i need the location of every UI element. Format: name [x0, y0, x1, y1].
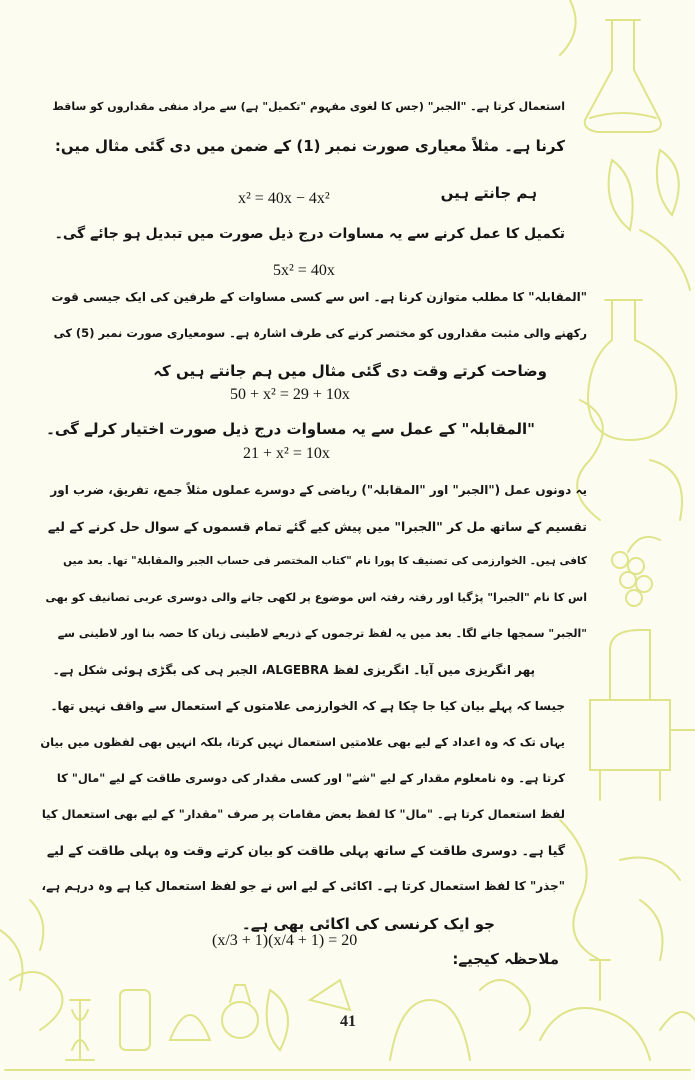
text-line: کرنا ہے۔ مثلاً معیاری صورت نمبر (1) کے ضمن میں دی گئی مثال میں: [54, 137, 565, 155]
text-line: ہم جانتے ہیں [440, 184, 537, 202]
text-line: "المقابلہ" کا مطلب متوازن کرنا ہے۔ اس سے کسی مساوات کے طرفین کی ایک جیسی قوت [51, 290, 587, 304]
flask-illustration-top [585, 20, 661, 132]
equation: 5x² = 40x [273, 262, 335, 279]
text-line: یہاں تک کہ وہ اعداد کے لیے بھی علامتیں استعمال نہیں کرتا، بلکہ انہیں بھی لفظوں میں بیان [40, 735, 565, 749]
ribbon-illustration [577, 400, 682, 520]
leaf-illustration-top [560, 0, 690, 290]
equation: 50 + x² = 29 + 10x [230, 386, 350, 403]
text-line: رکھنے والی مثبت مقداروں کو مختصر کرنے کی طرف اشارہ ہے۔ سومعیاری صورت نمبر (5) کی [53, 326, 587, 340]
equation: x² = 40x − 4x² [238, 190, 330, 207]
grape-illustration [612, 537, 660, 606]
text-line: ملاحظہ کیجیے: [452, 950, 559, 968]
text-line: استعمال کرتا ہے۔ "الجبر" (جس کا لغوی مفہوم "تکمیل" ہے) سے مراد منفی مقداروں کو ساقط [52, 100, 565, 113]
text-line: گیا ہے۔ دوسری طاقت کے ساتھ پہلی طاقت کو بیان کرتے وقت وہ پہلی طاقت کے لیے [46, 843, 565, 858]
vine-illustration-right [560, 820, 680, 960]
text-line: "جذر" کا لفظ استعمال کرتا ہے۔ اکائی کے لیے اس نے جو لفظ استعمال کیا ہے وہ درہم ہے، [41, 879, 565, 893]
text-line: لفظ استعمال کرتا ہے۔ "مال" کا لفظ بعض مقامات پر صرف "مقدار" کے لیے بھی استعمال کیا [41, 807, 565, 821]
text-line: وضاحت کرتے وقت دی گئی مثال میں ہم جانتے ہیں کہ [153, 362, 547, 380]
text-line: جو ایک کرنسی کی اکائی بھی ہے۔ [241, 915, 495, 933]
text-line: تقسیم کے ساتھ مل کر "الجبرا" میں پیش کیے گئے تمام قسموں کے سوال حل کرنے کے لیے [47, 519, 587, 534]
text-line: اس کا نام "الجبرا" پڑگیا اور رفتہ رفتہ اس موضوع پر لکھی جانے والی دوسری عربی تصانیف کو بھی [45, 591, 587, 604]
text-line: کرتا ہے۔ وہ نامعلوم مقدار کے لیے "شے" اور کسی مقدار کی دوسری طاقت کے لیے "مال" کا [56, 771, 565, 785]
apparatus-illustration [590, 630, 695, 800]
text-line: تکمیل کا عمل کرنے سے یہ مساوات درج ذیل صورت میں تبدیل ہو جائے گی۔ [54, 226, 565, 242]
text-line: "المقابلہ" کے عمل سے یہ مساوات درج ذیل صورت اختیار کرلے گی۔ [46, 420, 535, 438]
text-line: کافی ہیں۔ الخوارزمی کی تصنیف کا پورا نام "کتاب المختصر فی حساب الجبر والمقابلۃ" تھا۔ بعد میں [63, 555, 587, 567]
text-line: "الجبر" سمجھا جانے لگا۔ بعد میں یہ لفظ ترجموں کے ذریعے لاطینی زبان کا حصہ بنا اور لاطینی سے [57, 627, 587, 640]
left-vine-illustration [0, 900, 43, 990]
text-line: جیسا کہ پہلے بیان کیا جا چکا ہے کہ الخوارزمی علامتوں کے استعمال سے واقف نہیں تھا۔ [50, 699, 565, 713]
text-line: پھر انگریزی میں آیا۔ انگریزی لفظ ALGEBRA، الجبر ہی کی بگڑی ہوئی شکل ہے۔ [52, 663, 535, 677]
equation: (x/3 + 1)(x/4 + 1) = 20 [212, 932, 358, 949]
page-number: 41 [340, 1013, 356, 1030]
text-line: یہ دونوں عمل ("الجبر" اور "المقابلہ") ریاضی کے دوسرے عملوں مثلاً جمع، تفریق، ضرب اور [50, 483, 587, 497]
equation: 21 + x² = 10x [243, 445, 330, 462]
